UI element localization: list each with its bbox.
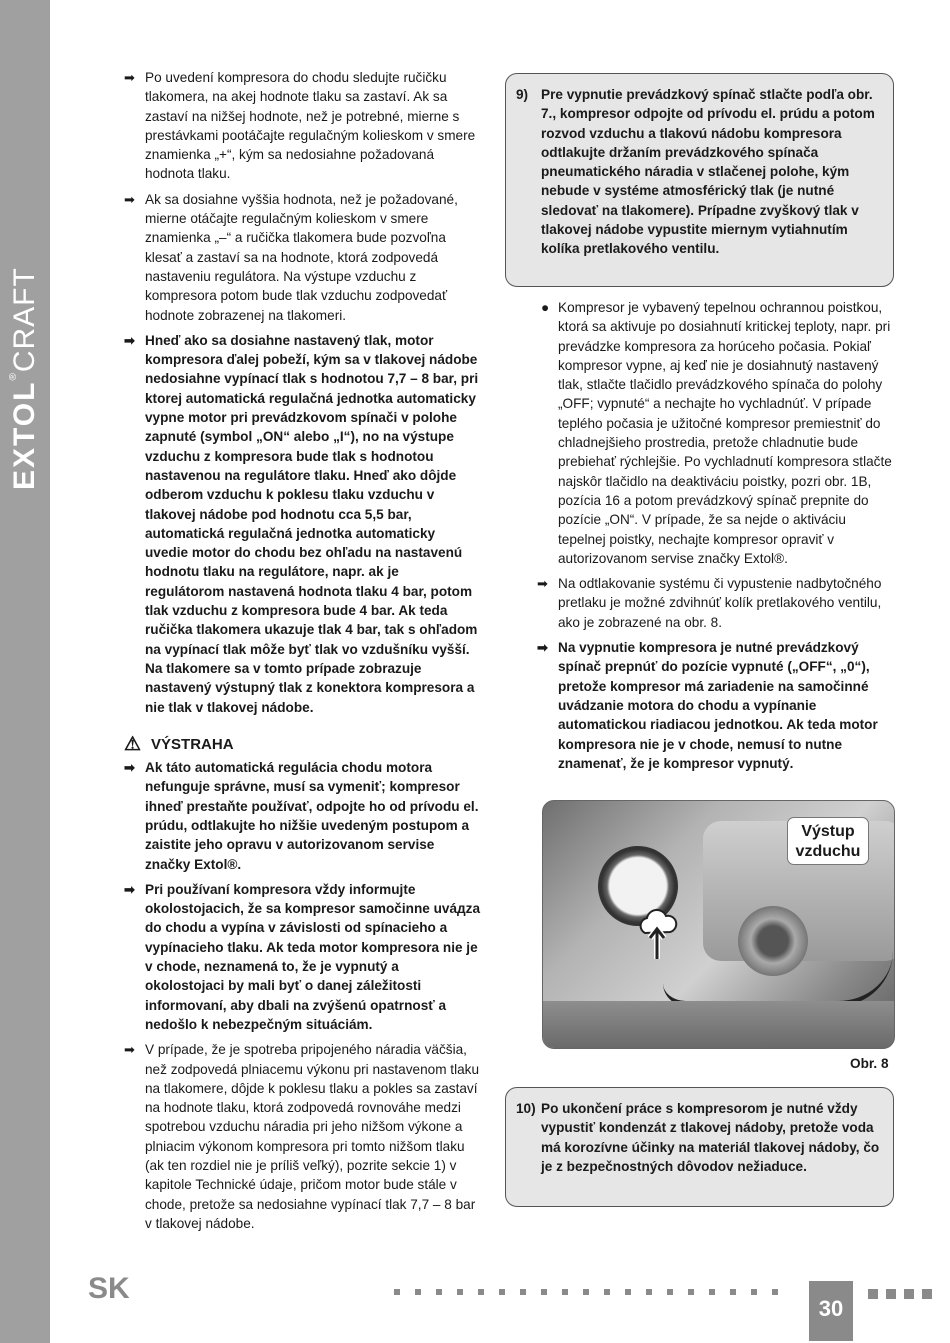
paragraph: ➡ Ak táto automatická regulácia chodu motora nefunguje správne, musí sa vymeniť; kompresor ihneď prestaňte používať, odpojte ho od prívodu el. prúdu, odtlakujte ho nižšie uvedeným postupom a zaistite jeho opravu v autorizovanom servise značky Extol®.	[124, 760, 479, 872]
air-outlet-label: Výstup vzduchu	[787, 817, 869, 865]
paragraph: ➡ V prípade, že je spotreba pripojeného náradia väčšia, než zodpovedá plniacemu výkonu pri nastavenom tlaku na tlakomere, dôjde k poklesu tlaku a pokles sa zastaví na hodnote tlaku, ktorá zodpovedá rovnováhe medzi spotrebou vzduchu náradia pri jeho nižšom výkone a plniacim výkonom kompresora pri tomto nižšom tlaku (ak ten rozdiel nie je príliš veľký), pozrite sekcie 1) v kapitole Technické údaje, pričom motor bude stále v chode, pretože sa nedosiahne vypínací tlak 7,7 – 8 bar v tlakovej nádobe.	[124, 1042, 480, 1231]
step-number: 10)	[516, 1101, 536, 1116]
compressor-photo	[542, 800, 895, 1049]
paragraph: ➡ Ak sa dosiahne vyššia hodnota, než je požadované, mierne otáčajte regulačným kolieskom v smere znamienka „–“ a ručička tlakomera bude pozvoľna klesať a zastaví sa na hodnote, ktorá zodpovedá nastaveniu regulátora. Na výstupe vzduchu z kompresora potom bude tlak vzduchu zodpovedať hodnote zobrazenej na tlakomeri.	[124, 191, 458, 323]
arrow-right-icon: ➡	[124, 1042, 135, 1058]
paragraph: ➡ Po uvedení kompresora do chodu sledujte ručičku tlakomera, na akej hodnote tlaku sa zastaví. Ak sa zastaví na nižšej hodnote, než je potrebné, mierne s prestávkami pootáčajte regulačným kolieskom v smere znamienka „+“, kým sa nedosiahne požadovaná hodnota tlaku.	[124, 70, 476, 182]
footer-square	[886, 1289, 896, 1299]
paragraph: ➡ Na odtlakovanie systému či vypustenie nadbytočného pretlaku je možné zdvihnúť kolík pretlakového ventilu, ako je zobrazené na obr. 8.	[537, 576, 882, 630]
step-text: Po ukončení práce s kompresorom je nutné vždy vypustiť kondenzát z tlakovej nádoby, pretože voda má korozívne účinky na materiál tlakovej nádoby, čo je z bezpečnostných dôvodov nežiaduce.	[541, 1101, 880, 1174]
paragraph: ➡ Hneď ako sa dosiahne nastavený tlak, motor kompresora ďalej pobeží, kým sa v tlakovej nádobe nedosiahne vypínací tlak s hodnotou 7,7 – 8 bar, pri ktorej automatická regulačná jednotka automaticky vypne motor pri prevádzkovom spínači v polohe zapnuté (symbol „ON“ alebo „I“), no na výstupe vzduchu z kompresora bude tlak s hodnotou nastavenou na regulátore tlaku. Hneď ako dôjde odberom vzduchu k poklesu tlaku vzduchu v tlakovej nádobe pod hodnotu cca 5,5 bar, automatická regulačná jednotka automaticky uvedie motor do chodu bez ohľadu na nastavenú hodnotu tlaku na regulátore, napr. ak je regulátorom nastavená hodnota tlaku 4 bar, potom tlak vzduchu z kompresora bude 4 bar. Ak teda ručička tlakomera ukazuje tlak 4 bar, tak s ohľadom na vypínací tlak môže byť tlak vo vzdušníku vyšší. Na tlakomere sa v tomto prípade zobrazuje nastavený výstupný tlak z konektora kompresora a nie tlak v tlakovej nádobe.	[124, 332, 479, 715]
paragraph: ➡ Pri používaní kompresora vždy informujte okolostojacich, že sa kompresor samočinne uváдza do chodu a vypína v závislosti od spínacieho a vypínacieho tlaku. Ak teda motor kompresora nie je v chode, neznamená to, že je vypnutý a okolostojaci by mali byť o danej záležitosti informovaní, aby dbali na zvýšenú opatrnosť a nedošlo k nebezpečným situáciám.	[124, 881, 480, 1032]
sidebar	[0, 0, 50, 1343]
arrow-right-icon: ➡	[124, 760, 135, 776]
paragraph: ➡ Na vypnutie kompresora je nutné prevádzkový spínač prepnúť do pozície vypnuté („OFF“, „0“), pretože kompresor má zariadenie na samočinné uvádzanie motora do chodu a vypínanie automatickou riadiacou jednotkou. Ak teda motor kompresora nie je v chode, nemusí to nutne znamenať, že je kompresor vypnutý.	[537, 640, 878, 771]
language-code: SK	[88, 1272, 130, 1305]
arrow-right-icon: ➡	[124, 191, 135, 207]
footer-square	[922, 1289, 932, 1299]
arrow-right-icon: ➡	[537, 576, 548, 592]
arrow-right-icon: ➡	[537, 640, 548, 656]
step-10-box	[505, 1087, 894, 1207]
footer-dots	[394, 1289, 793, 1295]
hose-shape	[663, 951, 893, 1006]
step-number: 9)	[516, 87, 529, 102]
footer-square	[868, 1289, 878, 1299]
footer-square	[904, 1289, 914, 1299]
warning-icon: ⚠	[124, 733, 142, 755]
right-column	[537, 298, 893, 779]
paragraph: ● Kompresor je vybavený tepelnou ochrannou poistkou, ktorá sa aktivuje po dosiahnutí kritickej teploty, napr. pri prevádzke kompresora za horúceho počasia. Pokiaľ kompresor vypne, aj keď nie je dosiahnutý nastavený tlak, stlačte tlačidlo prevádzkového spínača do polohy „OFF; vypnuté“ a nechajte ho vychladnúť. V prípade teplého počasia je užitočné kompresor premiestniť do chladnejšieho prostredia, pretože chladnutie bude prebiehať rýchlejšie. Po vychladnutí kompresora stlačte najskôr tlačidlo na deaktiváciu poistky, pozri obr. 1B, pozícia 16 a potom prevádzkový spínač prepnite do pozície „ON“. V prípade, že sa nejde o aktiváciu tepelnej poistky, nechajte kompresor opraviť v autorizovanom servise značky Extol®.	[541, 300, 892, 566]
tank-bottom-shape	[543, 1001, 894, 1048]
air-release-icon	[635, 905, 679, 961]
step-text: Pre vypnutie prevádzkový spínač stlačte podľa obr. 7., kompresor odpojte od prívodu el. prúdu a potom rozvod vzduchu a tlakovú nádobu kompresora odtlakujte držaním prevádzkového spínača pneumatického náradia v stlačenej polohe, kým nebude v systéme atmosférický tlak (je nutné sledovať na tlakomere). Prípadne zvyškový tlak v tlakovej nádobe vypustite miernym vytiahnutím kolíka pretlakového ventilu.	[541, 87, 875, 257]
page-number: 30	[809, 1281, 853, 1341]
arrow-right-icon: ➡	[124, 332, 135, 348]
figure-caption: Obr. 8	[850, 1056, 889, 1071]
step-9-box	[505, 73, 894, 287]
arrow-right-icon: ➡	[124, 881, 135, 897]
warning-heading: ⚠ VÝSTRAHA	[124, 733, 234, 755]
left-column	[124, 68, 480, 1239]
bullet-icon: ●	[541, 300, 550, 315]
brand-logo: EXTOL®CRAFT	[8, 267, 41, 490]
arrow-right-icon: ➡	[124, 70, 135, 85]
